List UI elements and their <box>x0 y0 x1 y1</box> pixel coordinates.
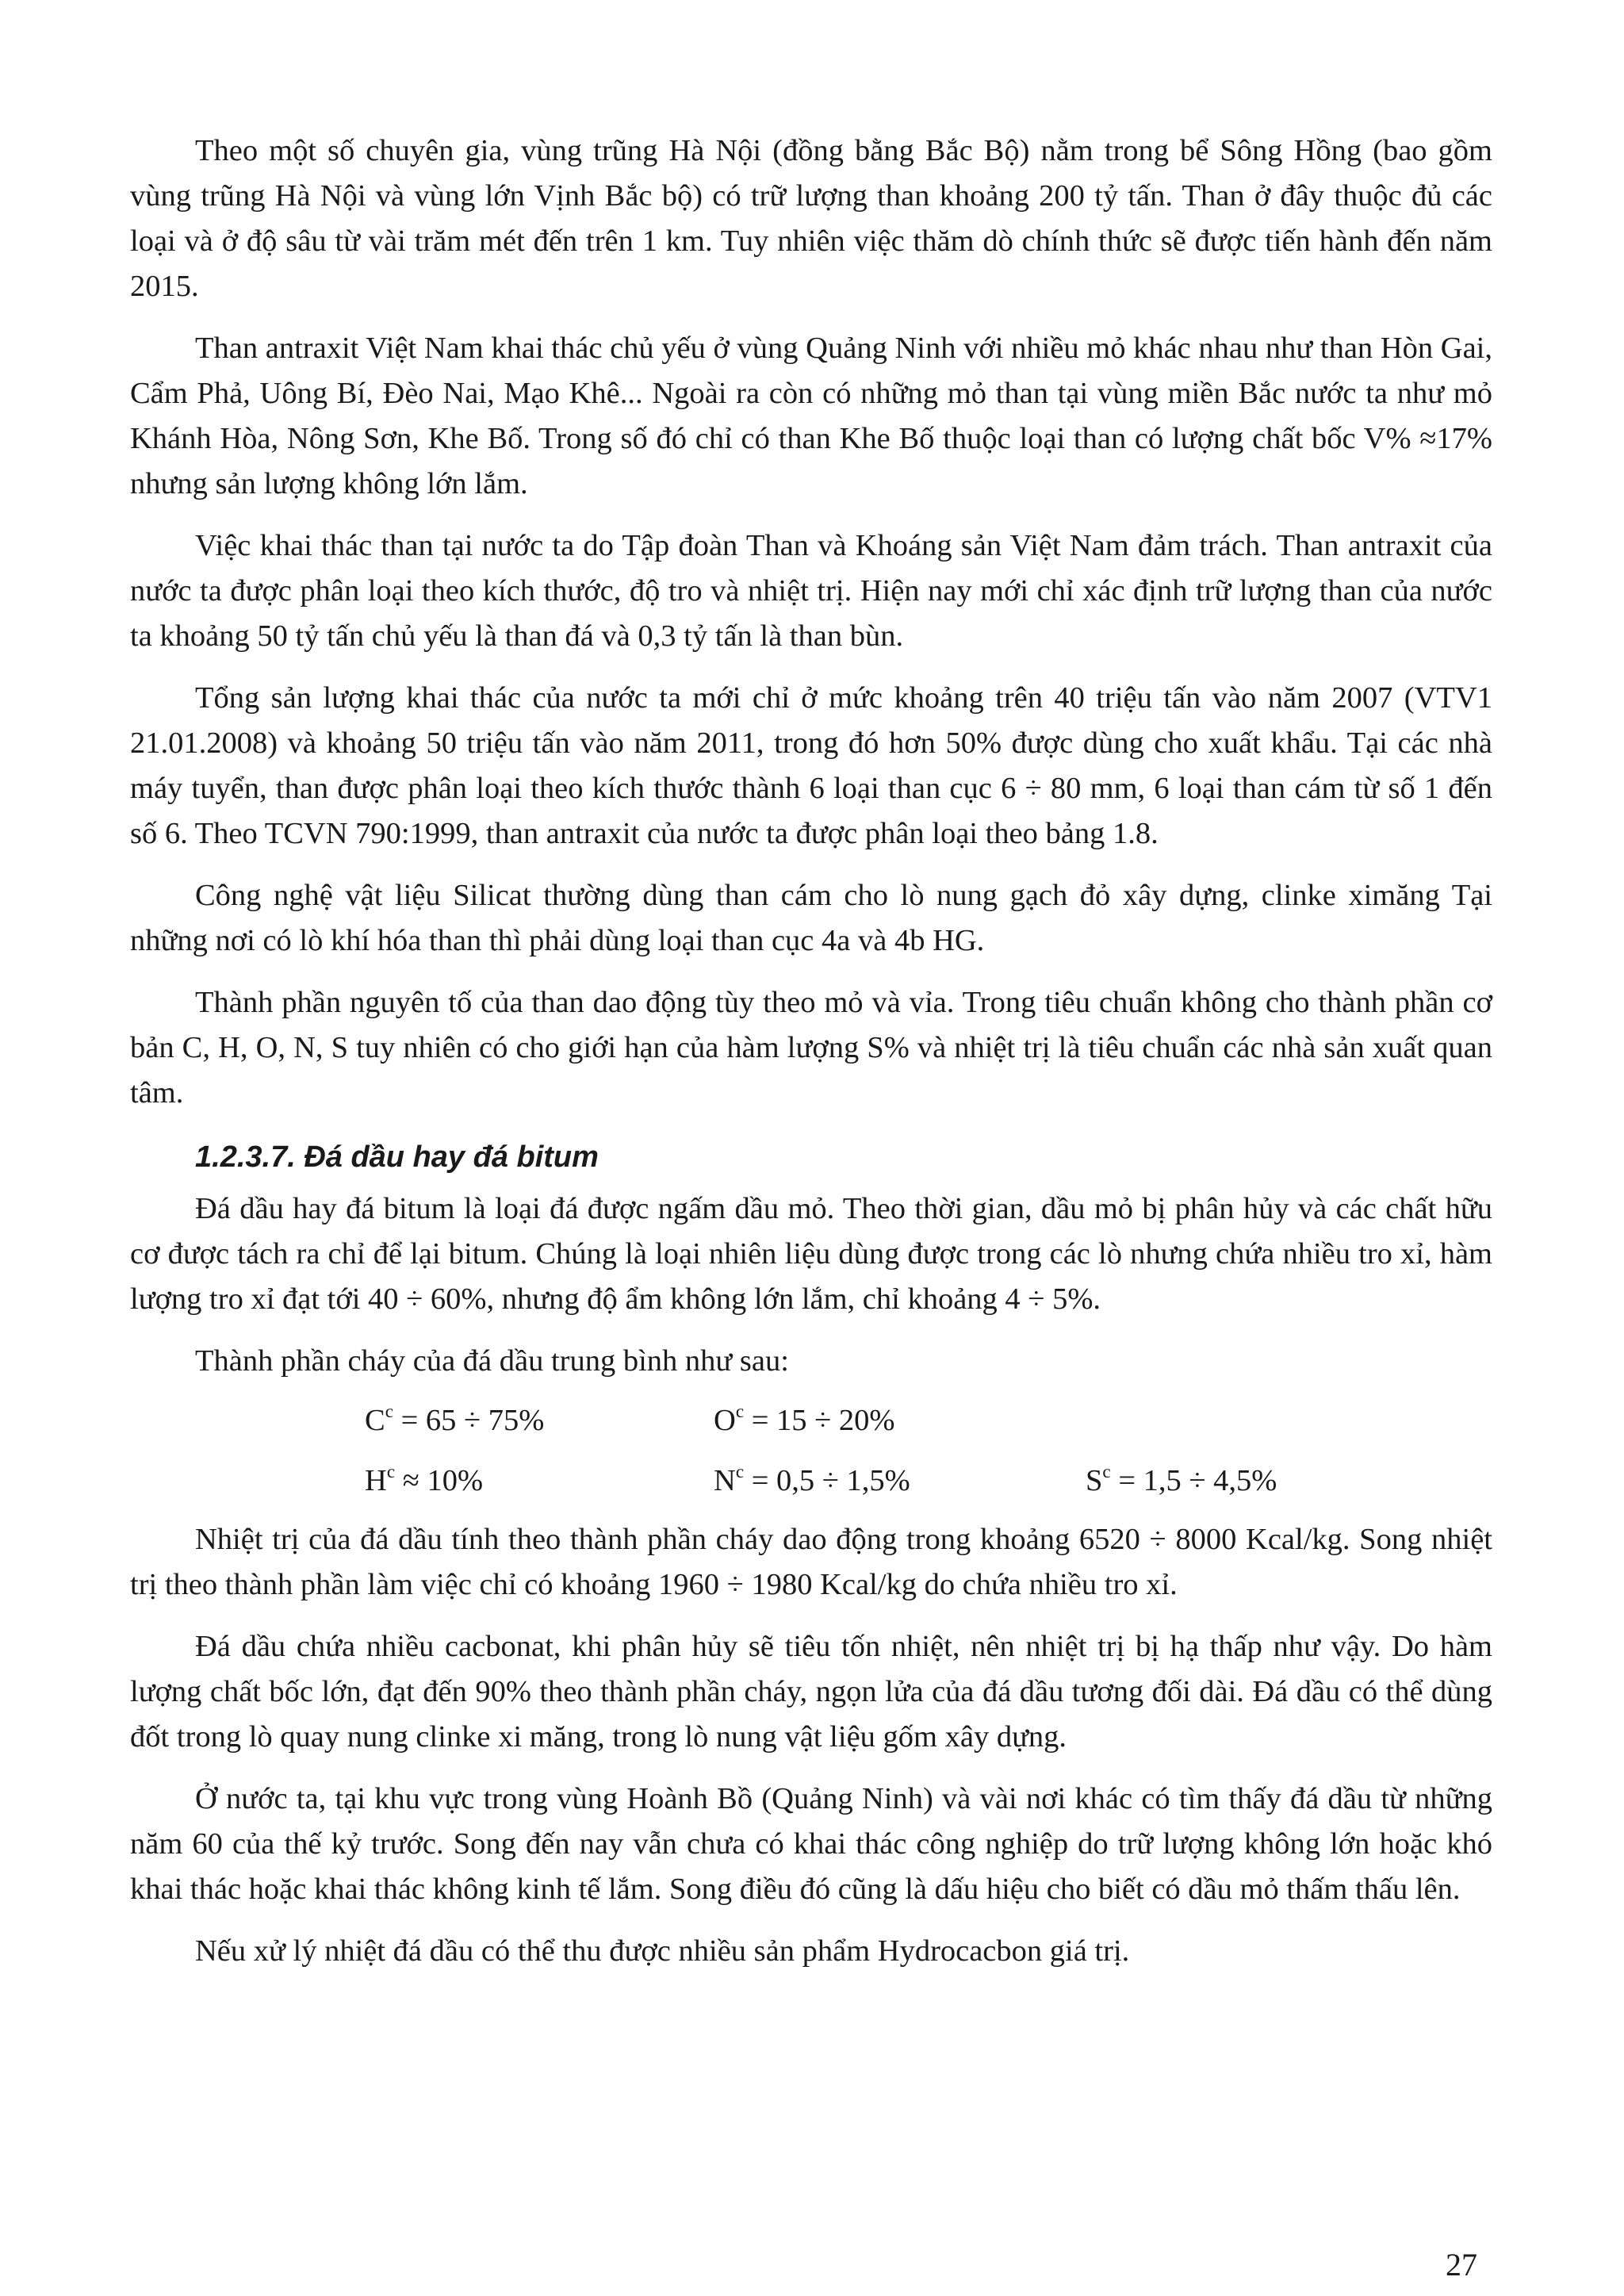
paragraph: Nếu xử lý nhiệt đá dầu có thể thu được nhiều sản phẩm Hydrocacbon giá trị. <box>195 1934 1130 1968</box>
page-number: 27 <box>1446 2247 1477 2283</box>
formula-nitrogen: $N^c = 0,5 \div 1,5\%$ <box>714 1461 910 1497</box>
paragraph: Tổng sản lượng khai thác của nước ta mới chỉ ở mức khoảng trên 40 triệu tấn vào năm 2007 (VTV1 21.01.2008) và khoảng 50 triệu tấn vào năm 2011, trong đó hơn 50% được dùng cho xuất khẩu. Tại các nhà máy tuyển, than được phân loại theo kích thước thành 6 loại than cục 6 ÷ 80 mm, 6 loại than cám từ số 1 đến số 6. Theo TCVN 790:1999, than antraxit của nước ta được phân loại theo bảng 1.8. <box>130 681 1492 850</box>
paragraph: Thành phần cháy của đá dầu trung bình như sau: <box>195 1344 789 1378</box>
formula-row <box>130 1451 1492 1511</box>
paragraph: Đá dầu chứa nhiều cacbonat, khi phân hủy sẽ tiêu tốn nhiệt, nên nhiệt trị bị hạ thấp như vậy. Do hàm lượng chất bốc lớn, đạt đến 90% theo thành phần cháy, ngọn lửa của đá dầu tương đối dài. Đá dầu có thể dùng đốt trong lò quay nung clinke xi măng, trong lò nung vật liệu gốm xây dựng. <box>130 1630 1492 1754</box>
formula-sulfur: $S^c = 1,5 \div 4,5\%$ <box>1086 1461 1277 1497</box>
page-content <box>130 128 1492 1974</box>
paragraph: Đá dầu hay đá bitum là loại đá được ngấm dầu mỏ. Theo thời gian, dầu mỏ bị phân hủy và các chất hữu cơ được tách ra chỉ để lại bitum. Chúng là loại nhiên liệu dùng được trong các lò nhưng chứa nhiều tro xỉ, hàm lượng tro xỉ đạt tới 40 ÷ 60%, nhưng độ ẩm không lớn lắm, chỉ khoảng 4 ÷ 5%. <box>130 1192 1492 1316</box>
paragraph: Nhiệt trị của đá dầu tính theo thành phần cháy dao động trong khoảng 6520 ÷ 8000 Kcal/kg. Song nhiệt trị theo thành phần làm việc chỉ có khoảng 1960 ÷ 1980 Kcal/kg do chứa nhiều tro xỉ. <box>130 1523 1492 1601</box>
formula-oxygen: $O^c = 15 \div 20\%$ <box>714 1401 895 1437</box>
paragraph: Ở nước ta, tại khu vực trong vùng Hoành Bồ (Quảng Ninh) và vài nơi khác có tìm thấy đá dầu từ những năm 60 của thế kỷ trước. Song đến nay vẫn chưa có khai thác công nghiệp do trữ lượng không lớn hoặc khó khai thác hoặc khai thác không kinh tế lắm. Song điều đó cũng là dấu hiệu cho biết có dầu mỏ thấm thấu lên. <box>130 1782 1492 1906</box>
paragraph: Than antraxit Việt Nam khai thác chủ yếu ở vùng Quảng Ninh với nhiều mỏ khác nhau như than Hòn Gai, Cẩm Phả, Uông Bí, Đèo Nai, Mạo Khê... Ngoài ra còn có những mỏ than tại vùng miền Bắc nước ta như mỏ Khánh Hòa, Nông Sơn, Khe Bố. Trong số đó chỉ có than Khe Bố thuộc loại than có lượng chất bốc V% ≈17% nhưng sản lượng không lớn lắm. <box>130 332 1492 500</box>
paragraph: Thành phần nguyên tố của than dao động tùy theo mỏ và vỉa. Trong tiêu chuẩn không cho thành phần cơ bản C, H, O, N, S tuy nhiên có cho giới hạn của hàm lượng S% và nhiệt trị là tiêu chuẩn các nhà sản xuất quan tâm. <box>130 986 1492 1110</box>
paragraph: Công nghệ vật liệu Silicat thường dùng than cám cho lò nung gạch đỏ xây dựng, clinke ximăng Tại những nơi có lò khí hóa than thì phải dùng loại than cục 4a và 4b HG. <box>130 879 1492 957</box>
formula-carbon: $C^c = 65 \div 75\%$ <box>365 1401 545 1437</box>
paragraph: Theo một số chuyên gia, vùng trũng Hà Nội (đồng bằng Bắc Bộ) nằm trong bể Sông Hồng (bao gồm vùng trũng Hà Nội và vùng lớn Vịnh Bắc bộ) có trữ lượng than khoảng 200 tỷ tấn. Than ở đây thuộc đủ các loại và ở độ sâu từ vài trăm mét đến trên 1 km. Tuy nhiên việc thăm dò chính thức sẽ được tiến hành đến năm 2015. <box>130 134 1492 303</box>
formula-hydrogen: $H^c \approx 10\%$ <box>365 1461 484 1497</box>
paragraph: Việc khai thác than tại nước ta do Tập đoàn Than và Khoáng sản Việt Nam đảm trách. Than antraxit của nước ta được phân loại theo kích thước, độ tro và nhiệt trị. Hiện nay mới chỉ xác định trữ lượng than của nước ta khoảng 50 tỷ tấn chủ yếu là than đá và 0,3 tỷ tấn là than bùn. <box>130 529 1492 653</box>
formula-row <box>130 1390 1492 1451</box>
section-heading: 1.2.3.7. Đá dầu hay đá bitum <box>195 1140 599 1174</box>
